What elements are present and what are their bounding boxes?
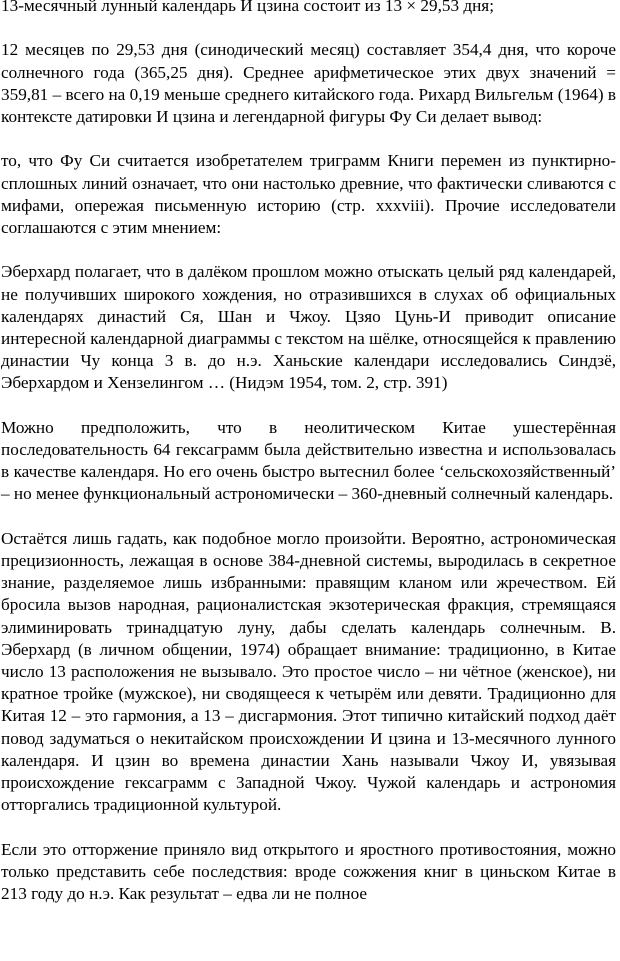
paragraph-synodic-month: 12 месяцев по 29,53 дня (синодический месяц) составляет 354,4 дня, что короче солнечного года (365,25 дня). Среднее арифметическое этих двух значений = 359,81 – всего на 0,19 меньше среднего китайского года. Рихард Вильгельм (1964) в контексте датировки И цзина и легендарной фигуры Фу Си делает вывод: — [1, 40, 616, 126]
paragraph-book-burning: Если это отторжение приняло вид открытого и яростного противостояния, можно только представить себе последствия: вроде сожжения книг в циньском Китае в 213 году до н.э. Как результат – едва ли не полное — [1, 839, 616, 904]
paragraph-neolithic-china: Можно предположить, что в неолитическом Китае ушестерённая последовательность 64 гексаграмм была действительно известна и использовалась в качестве календаря. Но его очень быстро вытеснил более ‘сельскохозяйственный’ – но менее функциональный астрономически – 360-дневный солнечный календарь. — [1, 417, 616, 504]
paragraph-fu-xi-quote: то, что Фу Си считается изобретателем триграмм Книги перемен из пунктирно-сплошных линий означает, что они настолько древние, что фактически сливаются с мифами, опережая письменную историю (стр. xxxviii). Прочие исследователи соглашаются с этим мнением: — [1, 151, 616, 237]
paragraph-lunar-calendar: 13-месячный лунный календарь И цзина состоит из 13 × 29,53 дня; — [1, 0, 494, 15]
paragraph-precision-knowledge: Остаётся лишь гадать, как подобное могло произойти. Вероятно, астрономическая прецизионность, лежащая в основе 384-дневной системы, выродилась в секретное знание, разделяемое лишь избранными: правящим кланом или жречеством. Ей бросила вызов народная, рационалистская экзотерическая фракция, стремящаяся элиминировать тринадцатую луну, дабы сделать календарь солнечным. В. Эберхард (в личном общении, 1974) обращает внимание: традиционно, в Китае число 13 расположения не вызывало. Это простое число – ни чётное (женское), ни кратное тройке (мужское), ни сводящееся к четырём или девяти. Традиционно для Китая 12 – это гармония, а 13 – дисгармония. Этот типично китайский подход даёт повод задуматься о некитайском происхождении И цзина и 13-месячного лунного календаря. И цзин во времена династии Хань называли Чжоу И, увязывая происхождение гексаграмм с Западной Чжоу. Чужой календарь и астрономия отторгались традиционной культурой. — [1, 528, 616, 815]
paragraph-eberhard-calendars: Эберхард полагает, что в далёком прошлом можно отыскать целый ряд календарей, не получивших широкого хождения, но отразившихся в слухах об официальных календарях династий Ся, Шан и Чжоу. Цзяо Цунь-И приводит описание интересной календарной диаграммы с текстом на шёлке, относящейся к правлению династии Чу конца 3 в. до н.э. Ханьские календари исследовались Синдзё, Эберхардом и Хензелингом … (Нидэм 1954, том. 2, стр. 391) — [1, 262, 616, 393]
